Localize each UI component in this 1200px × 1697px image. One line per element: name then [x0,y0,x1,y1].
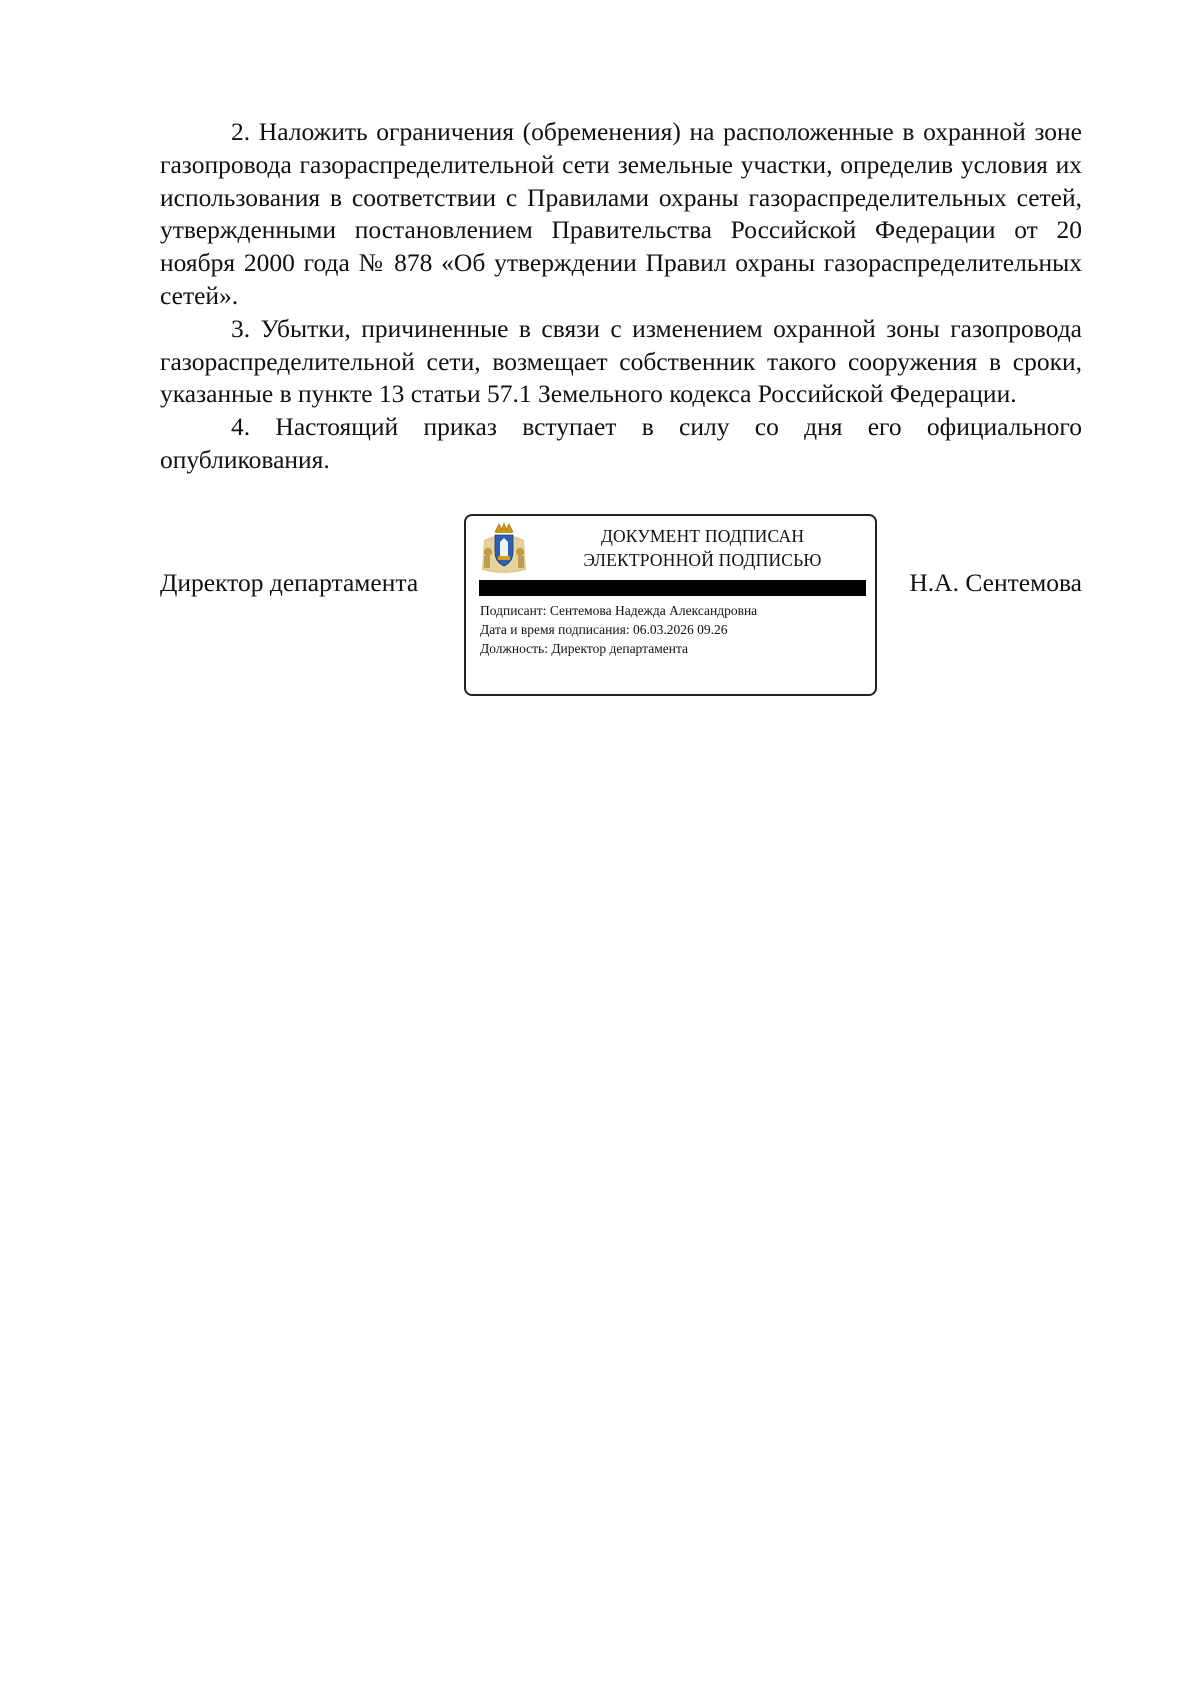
stamp-signer: Подписант: Сентемова Надежда Александровна [480,603,758,618]
signatory-title: Директор департамента [160,568,419,597]
document-body [160,116,1082,477]
stamp-details [480,601,757,658]
stamp-title-line1: ДОКУМЕНТ ПОДПИСАН [600,526,805,546]
electronic-signature-stamp [464,514,877,696]
paragraph-3: 3. Убытки, причиненные в связи с изменением охранной зоны газопровода газораспределительной сети, возмещает собственник такого сооружения в сроки, указанные в пункте 13 статьи 57.1 Земельного кодекса Российской Федерации. [160,313,1082,409]
coat-of-arms-icon [480,522,528,576]
signatory-name: Н.А. Сентемова [909,568,1082,597]
stamp-title [536,524,869,572]
stamp-datetime: Дата и время подписания: 06.03.2026 09.26 [480,622,728,637]
paragraph-4: 4. Настоящий приказ вступает в силу со дня его официального опубликования. [160,412,1082,474]
paragraph-2: 2. Наложить ограничения (обременения) на расположенные в охранной зоне газопровода газораспределительной сети земельные участки, определив условия их использования в соответствии с Правилами охраны газораспределительных сетей, утвержденными постановлением Правительства Российской Федерации от 20 ноября 2000 года № 878 «Об утверждении Правил охраны газораспределительных сетей». [160,117,1082,310]
stamp-position: Должность: Директор департамента [480,641,689,656]
stamp-redaction-bar [479,580,866,596]
stamp-title-line2: ЭЛЕКТРОННОЙ ПОДПИСЬЮ [583,550,822,570]
